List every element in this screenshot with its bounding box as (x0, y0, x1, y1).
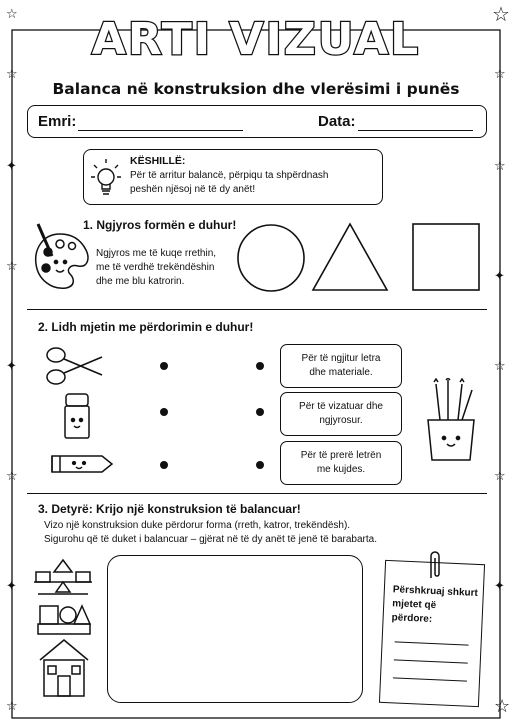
star-icon: ✦ (6, 359, 17, 374)
section3-title: 3. Detyrë: Krijo një konstruksion të balancuar! (38, 502, 301, 516)
use-option-line2: ngjyrosur. (319, 415, 363, 426)
use-option-glue[interactable] (280, 344, 402, 388)
use-connector-dot[interactable] (256, 362, 264, 370)
section3-line2: Sigurohu që të duket i balancuar – gjërat në të dy anët të jenë të barabarta. (44, 534, 378, 545)
use-connector-dot[interactable] (256, 408, 264, 416)
square-shape[interactable] (413, 224, 479, 290)
star-icon: ☆ (494, 67, 506, 82)
tip-text-line1: Për të arritur balancë, përpiqu ta shpërdnash (130, 170, 329, 181)
star-icon: ☆ (492, 2, 510, 26)
star-icon: ✦ (6, 159, 17, 174)
use-connector-dot[interactable] (256, 461, 264, 469)
tip-text-line2: peshën njësoj në të dy anët! (130, 184, 256, 195)
section3-line1: Vizo një konstruksion duke përdorur forma (rreth, katror, trekëndësh). (44, 520, 351, 531)
use-option-line2: dhe materiale. (309, 367, 373, 378)
section1-title: 1. Ngjyros formën e duhur! (83, 218, 237, 232)
section1-line1: Ngjyros me të kuqe rrethin, (96, 248, 217, 259)
star-icon: ☆ (6, 259, 18, 274)
star-icon: ☆ (494, 469, 506, 484)
note-line3: përdore: (391, 612, 433, 625)
star-icon: ✦ (494, 579, 505, 594)
tip-heading: KËSHILLË: (130, 155, 186, 167)
use-option-draw[interactable] (280, 392, 402, 436)
star-icon: ☆ (6, 67, 18, 82)
section1-line3: dhe me blu katrorin. (96, 276, 185, 287)
note-write-line[interactable] (394, 659, 468, 663)
tool-connector-dot[interactable] (160, 461, 168, 469)
pencil-cup-icon (422, 378, 480, 464)
crayon-icon (44, 452, 116, 476)
tool-connector-dot[interactable] (160, 408, 168, 416)
section2-title: 2. Lidh mjetin me përdorimin e duhur! (38, 320, 254, 334)
star-icon: ☆ (494, 696, 511, 717)
date-label: Data: (318, 113, 356, 130)
use-option-line2: me kujdes. (316, 464, 366, 475)
note-write-line[interactable] (395, 641, 469, 645)
name-date-box (27, 105, 487, 138)
star-icon: ☆ (494, 159, 506, 174)
star-icon: ☆ (6, 469, 18, 484)
name-field[interactable] (78, 130, 243, 131)
section1-line2: me të verdhë trekëndëshin (96, 262, 215, 273)
star-icon: ☆ (494, 359, 506, 374)
paperclip-icon (426, 548, 444, 582)
star-icon: ☆ (6, 699, 18, 714)
star-icon: ✦ (494, 269, 505, 284)
scissors-icon (44, 345, 106, 387)
divider (27, 493, 487, 494)
name-label: Emri: (38, 113, 77, 130)
use-option-line1: Për të prerë letrën (300, 450, 382, 461)
note-line2: mjetet që (392, 598, 437, 612)
tip-box (83, 149, 383, 205)
note-write-line[interactable] (393, 677, 467, 681)
shapes-to-color (235, 218, 485, 298)
star-icon: ✦ (6, 579, 17, 594)
note-text (391, 583, 478, 629)
note-line1: Përshkruaj shkurt (392, 584, 479, 599)
glue-stick-icon (60, 392, 94, 442)
date-field[interactable] (358, 130, 473, 131)
use-option-line1: Për të ngjitur letra (301, 353, 381, 364)
drawing-area[interactable] (107, 555, 363, 703)
triangle-shape[interactable] (313, 224, 387, 290)
balanced-shapes-examples (30, 556, 96, 702)
use-option-cut[interactable] (280, 441, 402, 485)
circle-shape[interactable] (238, 225, 304, 291)
divider (27, 309, 487, 310)
star-icon: ☆ (6, 7, 18, 22)
use-option-line1: Për të vizatuar dhe (299, 401, 383, 412)
page-subtitle: Balanca në konstruksion dhe vlerësimi i punës (52, 80, 460, 98)
page-title: ARTI VIZUAL (91, 14, 421, 65)
tool-connector-dot[interactable] (160, 362, 168, 370)
